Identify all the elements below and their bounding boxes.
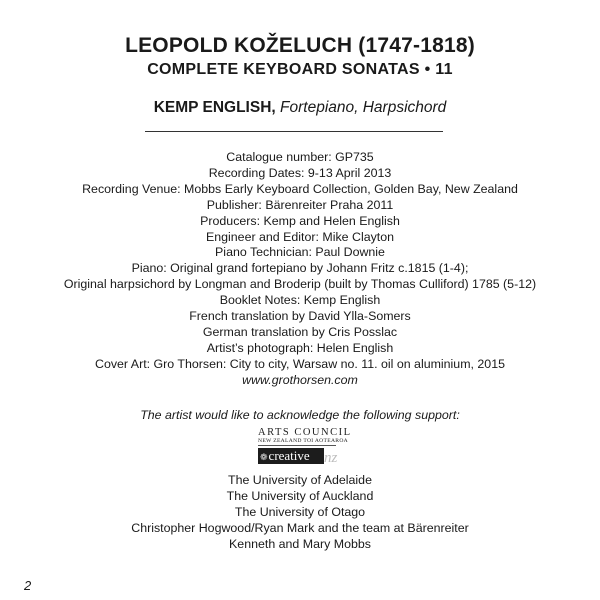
creative-nz-mark [258, 448, 368, 468]
credit-line: French translation by David Ylla-Somers [189, 309, 411, 324]
supporter-line: The University of Adelaide [228, 473, 372, 487]
supporter-line: The University of Auckland [226, 489, 374, 503]
performer-instruments: Fortepiano, Harpsichord [280, 99, 447, 116]
website-link[interactable]: www.grothorsen.com [242, 372, 358, 387]
credit-line: Publisher: Bärenreiter Praha 2011 [206, 197, 394, 212]
nz-text: nz [324, 450, 338, 466]
credit-line: Artist’s photograph: Helen English [206, 340, 394, 355]
credit-line: Recording Venue: Mobbs Early Keyboard Collection, Golden Bay, New Zealand [82, 181, 518, 196]
logo-title: ARTS COUNCIL [258, 427, 352, 438]
credit-line: Catalogue number: GP735 [226, 150, 374, 164]
composer-heading: LEOPOLD KOŽELUCH (1747-1818) [125, 34, 475, 57]
logo-subtitle: NEW ZEALAND TOI AOTEAROA [258, 438, 349, 444]
credit-line: Producers: Kemp and Helen English [200, 213, 400, 228]
supporters-list [0, 472, 600, 552]
credit-line: Piano Technician: Paul Downie [215, 245, 385, 260]
credit-line: Piano: Original grand fortepiano by Johann Fritz c.1815 (1-4); [131, 261, 469, 276]
credit-line: German translation by Cris Posslac [202, 324, 398, 339]
creative-text: creative [268, 448, 310, 463]
credit-line: Recording Dates: 9-13 April 2013 [208, 165, 392, 180]
credit-line: Engineer and Editor: Mike Clayton [205, 229, 395, 244]
performer-name: KEMP ENGLISH, [153, 99, 276, 116]
album-heading: COMPLETE KEYBOARD SONATAS • 11 [147, 61, 453, 78]
credit-line: Original harpsichord by Longman and Broderip (built by Thomas Culliford) 1785 (5-12) [63, 277, 537, 292]
arts-council-logo [258, 427, 368, 467]
performer-line [0, 99, 600, 117]
supporter-line: The University of Otago [234, 505, 366, 519]
credit-line: Cover Art: Gro Thorsen: City to city, Warsaw no. 11. oil on aluminium, 2015 [95, 356, 505, 371]
credit-line: Booklet Notes: Kemp English [219, 293, 381, 308]
creative-box [258, 448, 324, 464]
divider-rule [145, 131, 443, 132]
acknowledgement-text: The artist would like to acknowledge the following support: [140, 408, 460, 422]
swirl-icon: ❁ [260, 452, 268, 462]
supporter-line: Christopher Hogwood/Ryan Mark and the team at Bärenreiter [131, 521, 469, 535]
credits-list [0, 150, 600, 389]
page-number: 2 [24, 578, 32, 593]
supporter-line: Kenneth and Mary Mobbs [229, 537, 371, 551]
